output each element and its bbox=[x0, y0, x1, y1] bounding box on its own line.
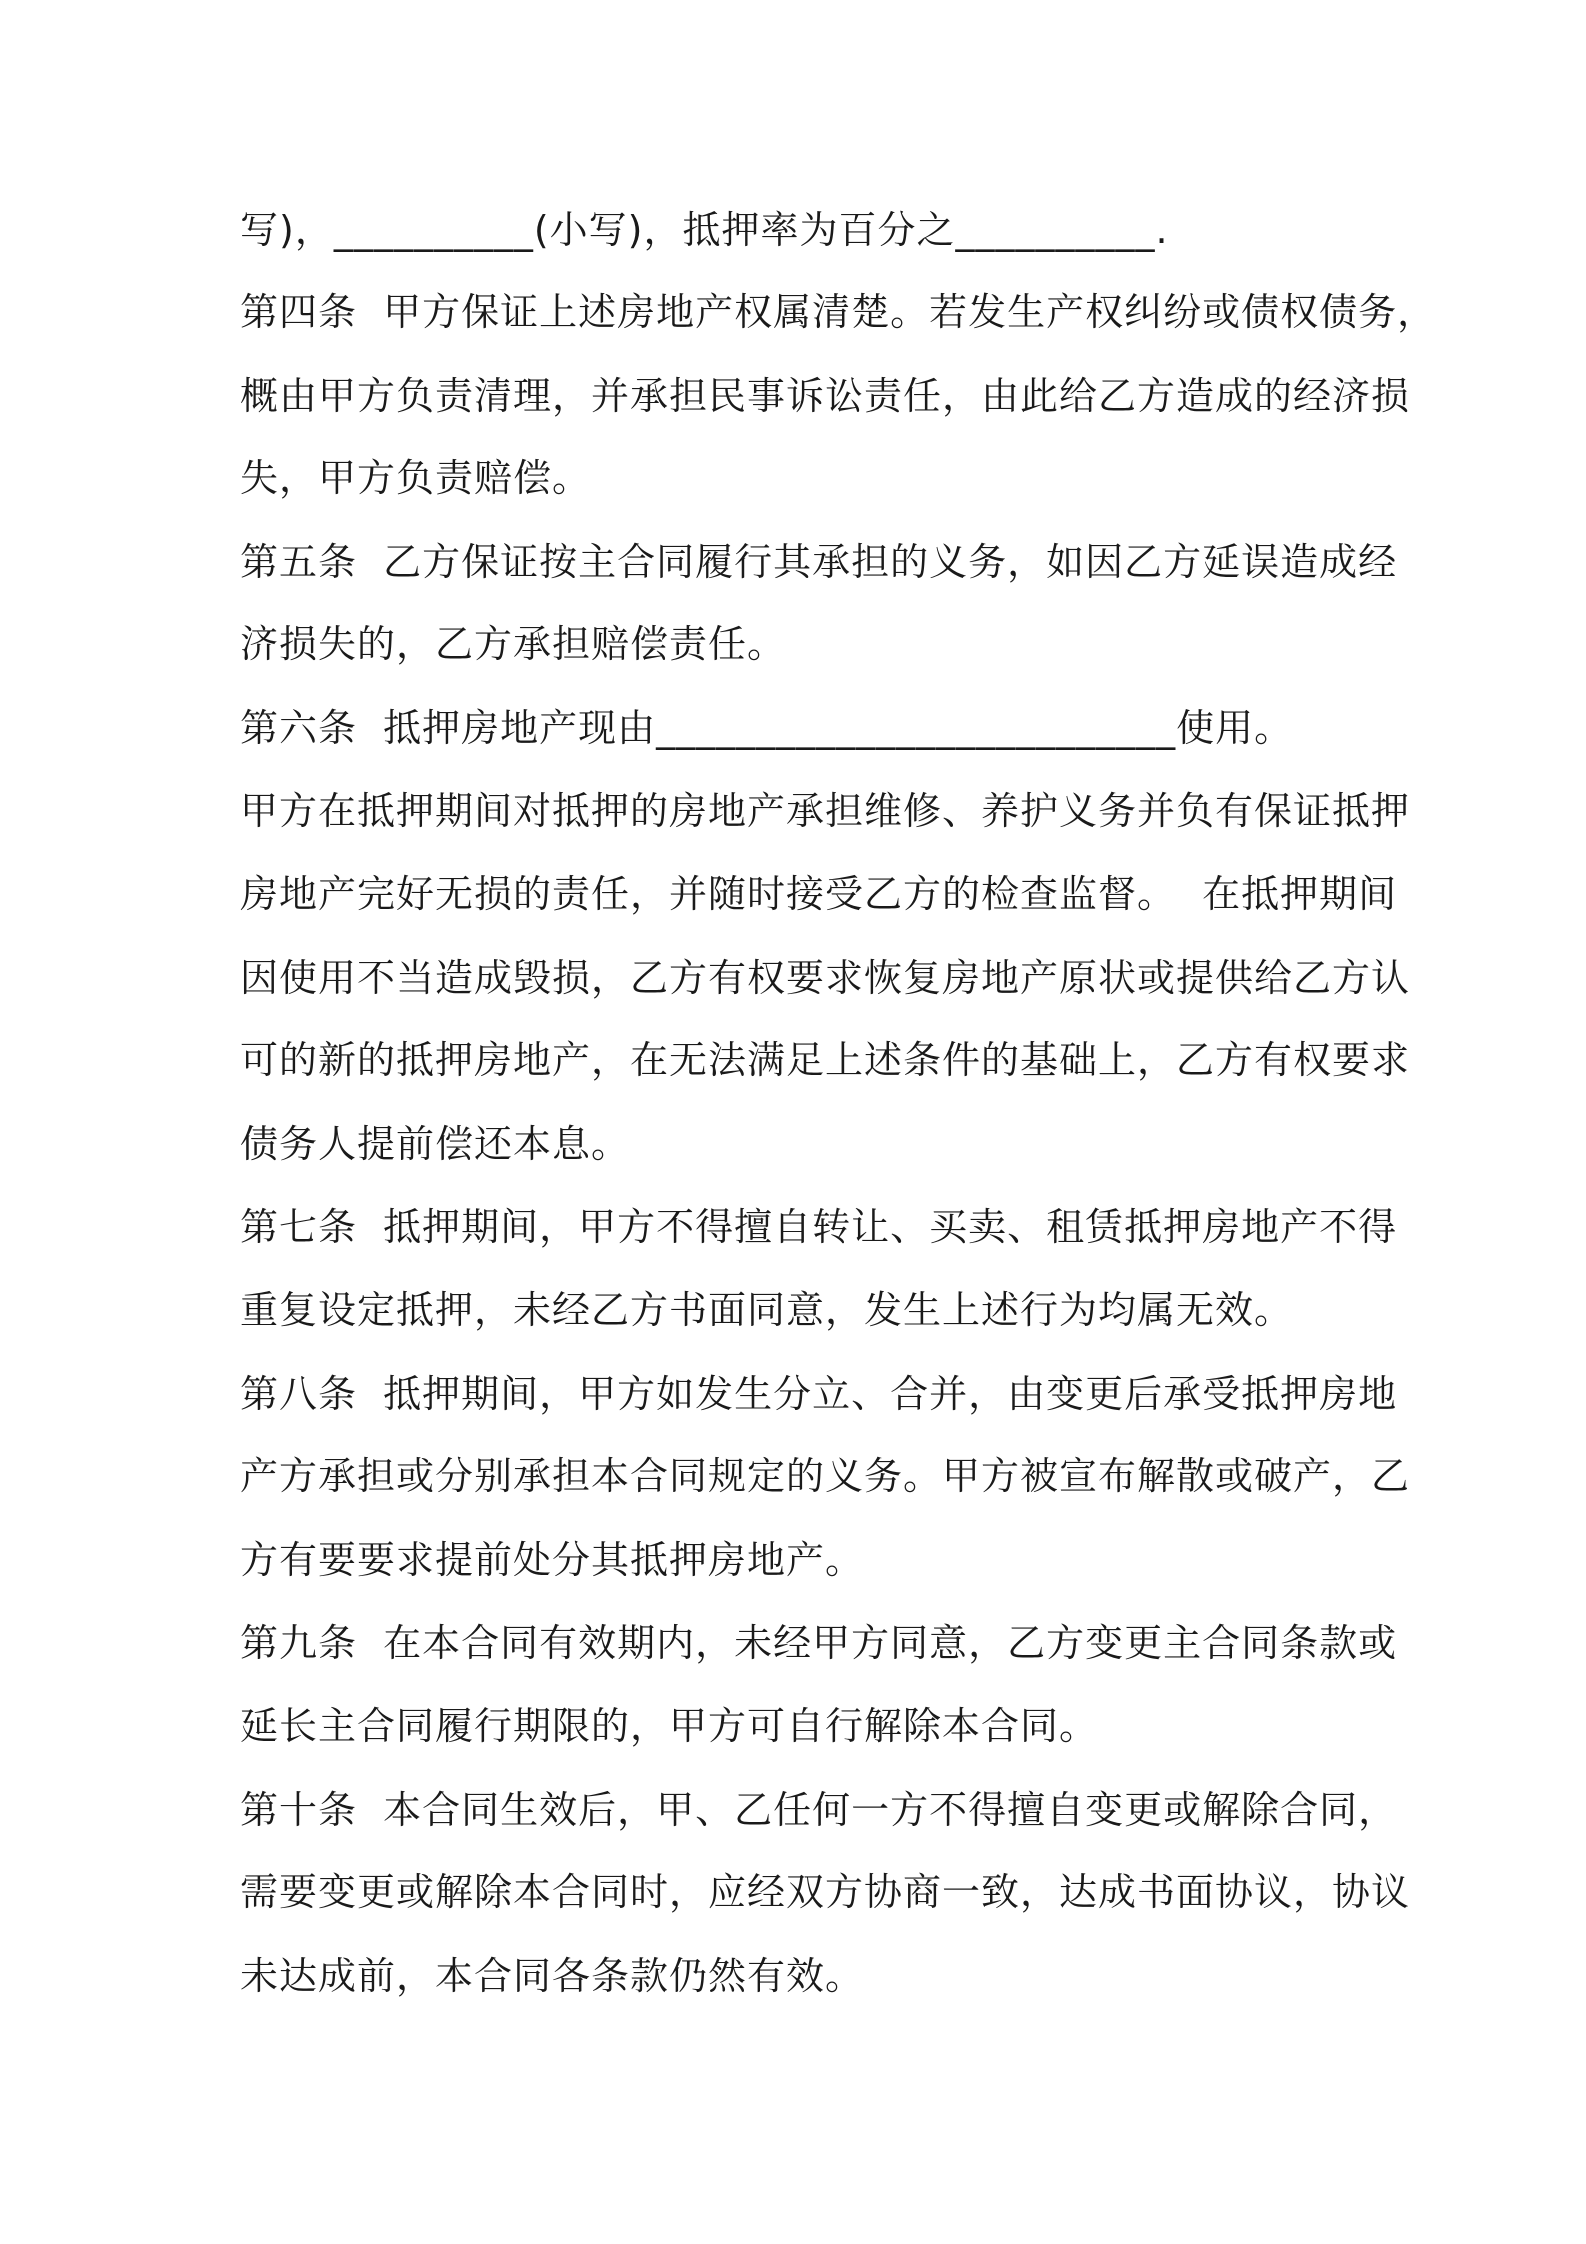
text-line: 产方承担或分别承担本合同规定的义务。甲方被宣布解散或破产，乙 bbox=[240, 1454, 1411, 1498]
text-line: 因使用不当造成毁损，乙方有权要求恢复房地产原状或提供给乙方认 bbox=[240, 956, 1411, 1000]
text-line: 第九条 在本合同有效期内，未经甲方同意，乙方变更主合同条款或 bbox=[240, 1621, 1398, 1665]
text-line: 第四条 甲方保证上述房地产权属清楚。若发生产权纠纷或债权债务， bbox=[240, 290, 1437, 334]
text-line: 第七条 抵押期间，甲方不得擅自转让、买卖、租赁抵押房地产不得 bbox=[240, 1205, 1398, 1249]
text-line: 失，甲方负责赔偿。 bbox=[240, 456, 592, 500]
text-line: 第十条 本合同生效后，甲、乙任何一方不得擅自变更或解除合同， bbox=[240, 1788, 1398, 1832]
text-line: 房地产完好无损的责任，并随时接受乙方的检查监督。 在抵押期间 bbox=[240, 872, 1398, 916]
text-line: 方有要要求提前处分其抵押房地产。 bbox=[240, 1538, 865, 1582]
text-line: 第五条 乙方保证按主合同履行其承担的义务，如因乙方延误造成经 bbox=[240, 540, 1398, 584]
text-line: 可的新的抵押房地产，在无法满足上述条件的基础上，乙方有权要求 bbox=[240, 1038, 1411, 1082]
text-line: 未达成前，本合同各条款仍然有效。 bbox=[240, 1954, 865, 1998]
text-line: 债务人提前偿还本息。 bbox=[240, 1122, 631, 1166]
text-line: 写)，__________(小写)，抵押率为百分之__________. bbox=[240, 208, 1169, 252]
text-line: 济损失的，乙方承担赔偿责任。 bbox=[240, 622, 787, 666]
text-line: 需要变更或解除本合同时，应经双方协商一致，达成书面协议，协议 bbox=[240, 1870, 1411, 1914]
text-line: 第六条 抵押房地产现由__________________________使用。 bbox=[240, 706, 1294, 750]
text-line: 甲方在抵押期间对抵押的房地产承担维修、养护义务并负有保证抵押 bbox=[240, 789, 1411, 833]
text-line: 第八条 抵押期间，甲方如发生分立、合并，由变更后承受抵押房地 bbox=[240, 1372, 1398, 1416]
text-line: 概由甲方负责清理，并承担民事诉讼责任，由此给乙方造成的经济损 bbox=[240, 374, 1411, 418]
text-line: 重复设定抵押，未经乙方书面同意，发生上述行为均属无效。 bbox=[240, 1288, 1294, 1332]
text-line: 延长主合同履行期限的，甲方可自行解除本合同。 bbox=[240, 1704, 1099, 1748]
